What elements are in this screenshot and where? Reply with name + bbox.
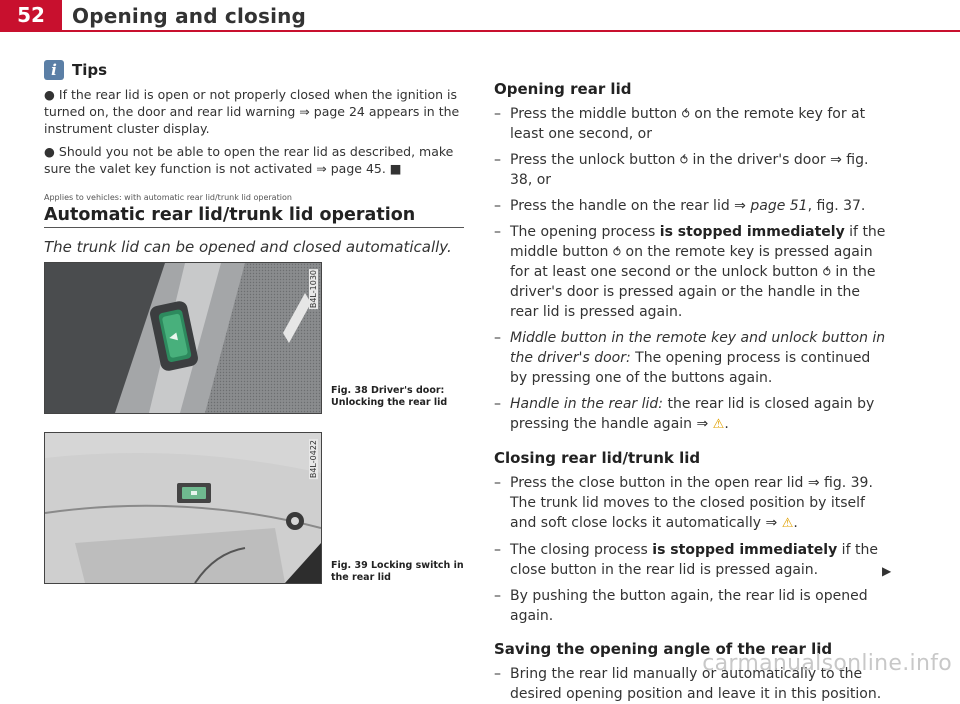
page-title: Opening and closing xyxy=(72,4,307,28)
section-subtitle: The trunk lid can be opened and closed automatically. xyxy=(44,238,452,256)
emphasis-italic: Handle in the rear lid: xyxy=(510,396,663,412)
step-item: – Handle in the rear lid: the rear lid is closed again by pressing the handle again ⇒ ⚠. xyxy=(494,394,886,435)
figure-code: B4L-1030 xyxy=(309,270,318,309)
emphasis-italic: page 51 xyxy=(750,198,808,214)
step-item: – Press the unlock button ⥀ in the driver's door ⇒ fig. 38, or xyxy=(494,150,886,190)
info-icon: i xyxy=(44,60,64,80)
emphasis-italic: Middle button in the remote key and unlock button in the driver's door: xyxy=(510,330,886,366)
unlock-key-icon: ⥀ xyxy=(681,107,690,121)
step-item: – The opening process is stopped immediately if the middle button ⥀ on the remote key is pressed again for at least one second or the unlock button ⥀ in the driver's door is pressed again or the handle in the rear lid is pressed again. xyxy=(494,222,886,322)
tip-item: ● If the rear lid is open or not properly closed when the ignition is turned on, the door and rear lid warning ⇒ page 24 appears in the instrument cluster display. xyxy=(44,87,460,136)
step-item: – Press the close button in the open rear lid ⇒ fig. 39. The trunk lid moves to the closed position by itself and soft close locks it automatically ⇒ ⚠. xyxy=(494,473,886,534)
unlock-key-icon: ⥀ xyxy=(822,265,831,279)
continue-arrow-icon: ▶ xyxy=(882,564,892,578)
closing-title: Closing rear lid/trunk lid xyxy=(494,449,701,467)
opening-steps xyxy=(494,104,886,435)
step-item: – Press the handle on the rear lid ⇒ page 51, fig. 37. xyxy=(494,196,886,216)
saving-title: Saving the opening angle of the rear lid xyxy=(494,640,833,658)
tips-heading xyxy=(44,60,464,80)
figure-38-caption: Fig. 38 Driver's door: Unlocking the rear lid xyxy=(331,385,448,408)
figure-39-caption: Fig. 39 Locking switch in the rear lid xyxy=(331,560,464,583)
right-column xyxy=(494,80,886,704)
step-item: – Bring the rear lid manually or automatically to the desired opening position and leave it in this position. xyxy=(494,664,886,704)
closing-steps xyxy=(494,473,886,626)
left-column xyxy=(44,60,464,256)
warning-icon: ⚠ xyxy=(712,417,725,432)
emphasis-bold: is stopped immediately xyxy=(659,224,845,240)
step-item: – By pushing the button again, the rear lid is opened again. xyxy=(494,586,886,626)
tips-title: Tips xyxy=(72,61,108,79)
unlock-key-icon: ⥀ xyxy=(679,153,689,167)
unlock-key-icon: ⥀ xyxy=(612,245,622,259)
applies-note: Applies to vehicles: with automatic rear lid/trunk lid operation xyxy=(44,193,292,202)
figure-39-image xyxy=(44,432,322,584)
opening-title: Opening rear lid xyxy=(494,80,632,98)
tip-text: Should you not be able to open the rear lid as described, make sure the valet key function is not activated ⇒ page 45. ■ xyxy=(44,144,454,176)
rear-lid-illustration xyxy=(45,433,321,583)
section-title: Automatic rear lid/trunk lid operation xyxy=(44,205,416,225)
tip-text: If the rear lid is open or not properly closed when the ignition is turned on, the door and rear lid warning ⇒ page 24 appears in the instrument cluster display. xyxy=(44,87,460,136)
step-item: – Press the middle button ⥀ on the remote key for at least one second, or xyxy=(494,104,886,144)
section-rule xyxy=(44,227,464,228)
tip-item: ● Should you not be able to open the rear lid as described, make sure the valet key function is not activated ⇒ page 45. ■ xyxy=(44,144,454,176)
figure-code: B4L-0422 xyxy=(309,440,318,479)
watermark: carmanualsonline.info xyxy=(702,651,952,676)
emphasis-bold: is stopped immediately xyxy=(652,542,838,558)
header-rule xyxy=(0,30,960,32)
warning-icon: ⚠ xyxy=(781,516,794,531)
door-panel-illustration xyxy=(45,263,321,413)
step-item: – Middle button in the remote key and unlock button in the driver's door: The opening process is continued by pressing one of the buttons again. xyxy=(494,328,886,388)
step-item: – The closing process is stopped immediately if the close button in the rear lid is pressed again. xyxy=(494,540,886,580)
figure-38-image xyxy=(44,262,322,414)
page-number: 52 xyxy=(0,0,62,30)
